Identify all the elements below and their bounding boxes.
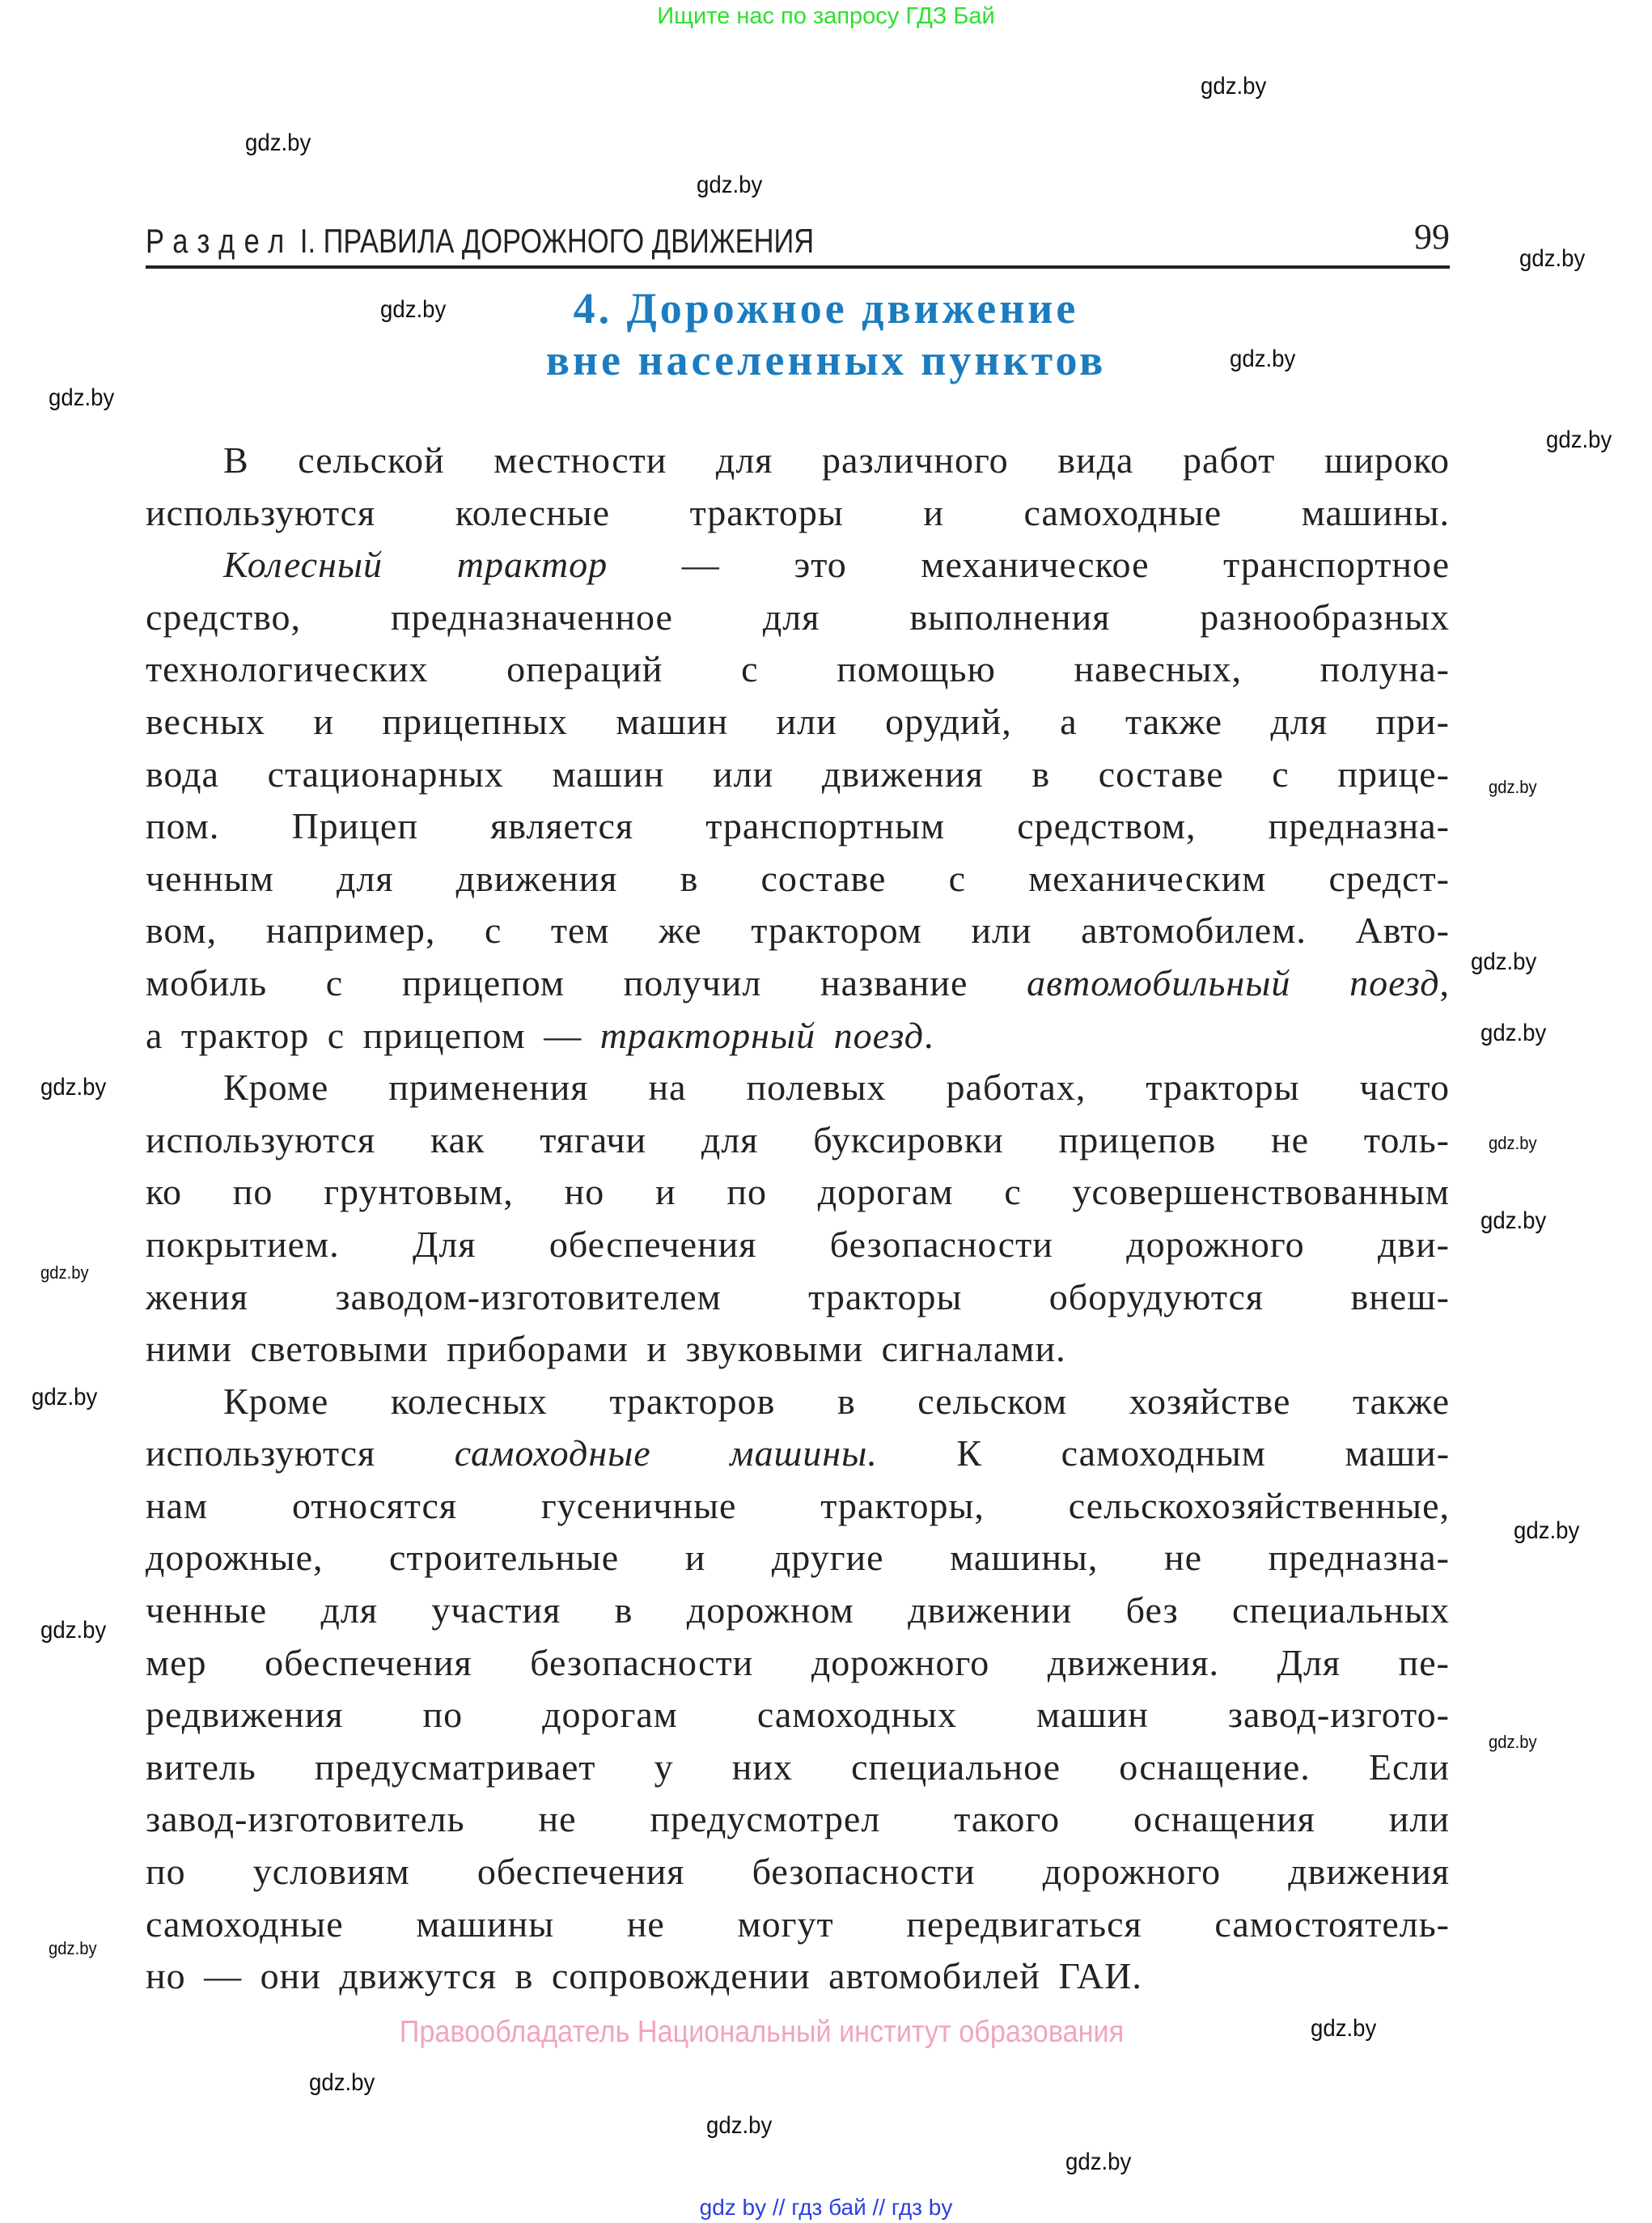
text-line bbox=[146, 487, 1450, 540]
text-line bbox=[146, 1114, 1450, 1167]
text-line bbox=[146, 1376, 1450, 1428]
text-segment: средство, предназначенное для выполнения разнообразных bbox=[146, 596, 1450, 638]
watermark: gdz.by bbox=[697, 172, 763, 198]
watermark: gdz.by bbox=[1480, 1207, 1547, 1234]
text-segment: витель предусматривает у них специальное оснащение. Если bbox=[146, 1746, 1450, 1788]
text-segment: В сельской местности для различного вида работ широко bbox=[223, 439, 1450, 481]
text-segment: ченным для движения в составе с механическим средст- bbox=[146, 857, 1450, 899]
text-line bbox=[146, 1793, 1450, 1846]
watermark: gdz.by bbox=[1489, 777, 1537, 797]
text-segment: Кроме применения на полевых работах, тракторы часто bbox=[223, 1067, 1450, 1109]
text-segment: . bbox=[924, 1014, 934, 1056]
watermark: gdz.by bbox=[309, 2069, 375, 2096]
text-segment: ченные для участия в дорожном движении без специальных bbox=[146, 1589, 1450, 1631]
section-word: Раздел bbox=[146, 222, 294, 260]
text-segment: технологических операций с помощью навесных, полуна- bbox=[146, 648, 1450, 690]
text-line bbox=[146, 1898, 1450, 1951]
footer-links[interactable]: gdz by // гдз бай // гдз by bbox=[699, 2195, 953, 2220]
watermark: gdz.by bbox=[1489, 1133, 1537, 1153]
italic-term: Колесный трактор bbox=[223, 544, 608, 586]
text-segment: покрытием. Для обеспечения безопасности дорожного дви- bbox=[146, 1223, 1450, 1265]
text-line bbox=[146, 1689, 1450, 1741]
text-segment: К самоходным маши- bbox=[877, 1432, 1451, 1474]
text-segment: — это механическое транспортное bbox=[608, 544, 1451, 586]
text-line bbox=[146, 1950, 1450, 2003]
watermark: gdz.by bbox=[49, 384, 115, 411]
watermark: gdz.by bbox=[40, 1262, 89, 1283]
watermark: gdz.by bbox=[1489, 1732, 1537, 1752]
text-line bbox=[146, 539, 1450, 592]
chapter-title-line2: вне населенных пунктов bbox=[545, 336, 1107, 384]
watermark: gdz.by bbox=[1519, 245, 1586, 272]
text-segment: пом. Прицеп является транспортным средством, предназна- bbox=[146, 805, 1450, 847]
text-line bbox=[146, 1271, 1450, 1324]
text-line bbox=[146, 749, 1450, 801]
text-line bbox=[146, 957, 1450, 1010]
text-segment: а трактор с прицепом — bbox=[146, 1014, 600, 1056]
text-segment: вом, например, с тем же трактором или автомобилем. Авто- bbox=[146, 910, 1450, 952]
text-segment: редвижения по дорогам самоходных машин завод-изгото- bbox=[146, 1694, 1450, 1736]
watermark: gdz.by bbox=[380, 296, 447, 323]
watermark: gdz.by bbox=[1311, 2015, 1377, 2042]
text-segment: используются колесные тракторы и самоходные машины. bbox=[146, 491, 1450, 533]
text-line bbox=[146, 1585, 1450, 1637]
text-segment: жения заводом-изготовителем тракторы оборудуются внеш- bbox=[146, 1275, 1450, 1317]
text-segment: , bbox=[1439, 961, 1450, 1003]
text-segment: по условиям обеспечения безопасности дорожного движения bbox=[146, 1851, 1450, 1893]
text-segment: используются как тягачи для буксировки прицепов не толь- bbox=[146, 1118, 1450, 1160]
watermark: gdz.by bbox=[1201, 73, 1267, 100]
text-line bbox=[146, 592, 1450, 644]
watermark: gdz.by bbox=[1230, 346, 1296, 372]
body-text bbox=[146, 435, 1450, 2003]
text-segment: ко по грунтовым, но и по дорогам с усовершенствованным bbox=[146, 1171, 1450, 1213]
text-segment: весных и прицепных машин или орудий, а также для при- bbox=[146, 700, 1450, 742]
text-segment: Кроме колесных тракторов в сельском хозяйстве также bbox=[223, 1380, 1450, 1422]
section-title: I. ПРАВИЛА ДОРОЖНОГО ДВИЖЕНИЯ bbox=[299, 222, 815, 260]
italic-term: самоходные машины. bbox=[454, 1432, 878, 1474]
text-segment: вода стационарных машин или движения в составе с прице- bbox=[146, 753, 1450, 795]
page-header bbox=[146, 212, 1450, 269]
search-banner: Ищите нас по запросу ГДЗ Бай bbox=[657, 3, 995, 29]
copyright-text: Правообладатель Национальный институт образования bbox=[399, 2015, 1124, 2049]
watermark: gdz.by bbox=[1471, 948, 1537, 975]
text-line bbox=[146, 1741, 1450, 1794]
watermark: gdz.by bbox=[1065, 2149, 1132, 2175]
text-segment: завод-изготовитель не предусмотрел такого оснащения или bbox=[146, 1798, 1450, 1840]
text-line bbox=[146, 1480, 1450, 1533]
text-line bbox=[146, 1428, 1450, 1480]
watermark: gdz.by bbox=[706, 2112, 773, 2139]
section-heading bbox=[146, 222, 814, 261]
text-line bbox=[146, 1219, 1450, 1271]
watermark: gdz.by bbox=[1514, 1517, 1580, 1544]
text-line bbox=[146, 435, 1450, 487]
text-segment: мобиль с прицепом получил название bbox=[146, 961, 1027, 1003]
watermark: gdz.by bbox=[40, 1074, 107, 1101]
page-number: 99 bbox=[1414, 217, 1450, 257]
text-line bbox=[146, 1637, 1450, 1690]
text-line bbox=[146, 905, 1450, 957]
watermark: gdz.by bbox=[32, 1384, 98, 1411]
text-segment: нам относятся гусеничные тракторы, сельскохозяйственные, bbox=[146, 1484, 1450, 1526]
watermark: gdz.by bbox=[49, 1938, 97, 1958]
text-line bbox=[146, 1166, 1450, 1219]
italic-term: автомобильный поезд bbox=[1027, 961, 1440, 1003]
text-line bbox=[146, 853, 1450, 906]
text-segment: ними световыми приборами и звуковыми сигналами. bbox=[146, 1328, 1066, 1370]
text-line bbox=[146, 1062, 1450, 1114]
watermark: gdz.by bbox=[1546, 426, 1612, 453]
text-line bbox=[146, 696, 1450, 749]
copyright-notice bbox=[0, 2015, 1652, 2050]
text-segment: используются bbox=[146, 1432, 455, 1474]
watermark: gdz.by bbox=[1480, 1020, 1547, 1046]
text-line bbox=[146, 800, 1450, 853]
chapter-title-line1: 4. Дорожное движение bbox=[573, 284, 1079, 333]
italic-term: тракторный поезд bbox=[599, 1014, 925, 1056]
text-line bbox=[146, 1532, 1450, 1585]
text-segment: мер обеспечения безопасности дорожного движения. Для пе- bbox=[146, 1641, 1450, 1683]
watermark: gdz.by bbox=[40, 1617, 107, 1644]
text-segment: самоходные машины не могут передвигаться самостоятель- bbox=[146, 1903, 1450, 1945]
watermark: gdz.by bbox=[245, 129, 311, 156]
text-line bbox=[146, 1323, 1450, 1376]
text-line bbox=[146, 643, 1450, 696]
text-segment: дорожные, строительные и другие машины, не предназна- bbox=[146, 1537, 1450, 1579]
text-line bbox=[146, 1846, 1450, 1898]
text-line bbox=[146, 1010, 1450, 1063]
text-segment: но — они движутся в сопровождении автомобилей ГАИ. bbox=[146, 1955, 1142, 1997]
